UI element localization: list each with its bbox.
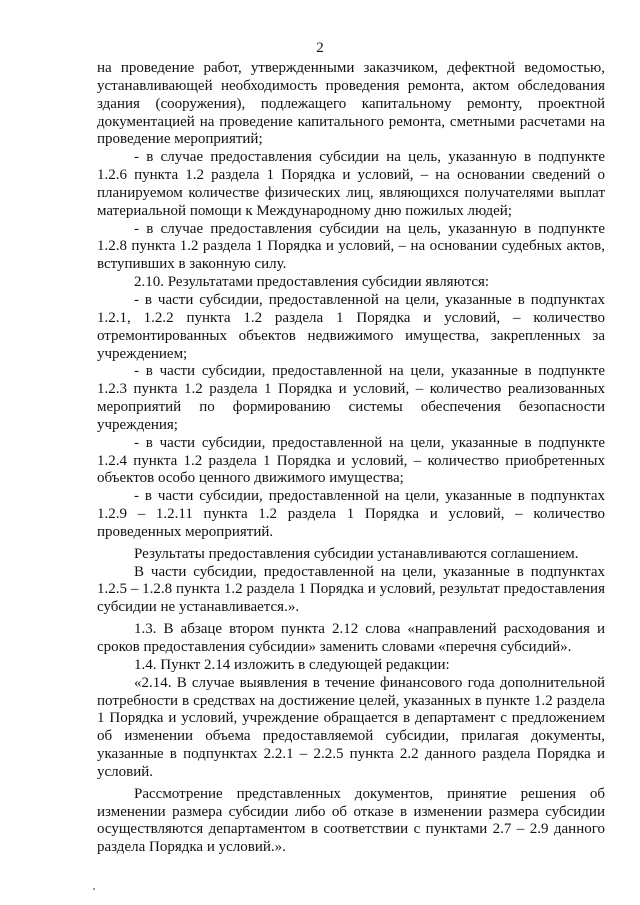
paragraph-7: - в части субсидии, предоставленной на цели, указанные в подпункте 1.2.4 пункта 1.2 раздела 1 Порядка и условий, – количество приобретенных объектов особо ценного движимого имущества; <box>97 434 605 487</box>
paragraph-8: - в части субсидии, предоставленной на цели, указанные в подпунктах 1.2.9 – 1.2.11 пункта 1.2 раздела 1 Порядка и условий, – количество проведенных мероприятий. <box>97 488 605 540</box>
paragraph-11: 1.3. В абзаце втором пункта 2.12 слова «направлений расходования и сроков предоставления субсидии» заменить словами «перечня субсидий». <box>97 621 605 655</box>
paragraph-12: 1.4. Пункт 2.14 изложить в следующей редакции: <box>134 656 450 673</box>
paragraph-4: 2.10. Результатами предоставления субсидии являются: <box>134 274 490 291</box>
paragraph-1: на проведение работ, утвержденными заказчиком, дефектной ведомостью, устанавливающей необходимость проведения ремонта, актом обследования здания (сооружения), подлежащего капитальному ремонту, проектной документацией на проведение капитального ремонта, сметными расчетами на проведение мероприятий; <box>97 60 605 148</box>
paragraph-5: - в части субсидии, предоставленной на цели, указанные в подпунктах 1.2.1, 1.2.2 пункта 1.2 раздела 1 Порядка и условий, – количество отремонтированных объектов недвижимого имущества, закрепленных за учреждением; <box>97 291 605 362</box>
paragraph-9: Результаты предоставления субсидии устанавливаются соглашением. <box>134 545 579 562</box>
scan-speck <box>93 888 95 890</box>
page-number: 2 <box>316 40 324 56</box>
paragraph-10: В части субсидии, предоставленной на цели, указанные в подпунктах 1.2.5 – 1.2.8 пункта 1.2 раздела 1 Порядка и условий, результат предоставления субсидии не устанавливается.». <box>97 563 605 616</box>
paragraph-3: - в случае предоставления субсидии на цель, указанную в подпункте 1.2.8 пункта 1.2 раздела 1 Порядка и условий, – на основании судебных актов, вступивших в законную силу. <box>97 220 605 273</box>
paragraph-6: - в части субсидии, предоставленной на цели, указанные в подпункте 1.2.3 пункта 1.2 раздела 1 Порядка и условий, – количество реализованных мероприятий по формированию системы обеспечения безопасности учреждения; <box>97 363 605 433</box>
paragraph-2: - в случае предоставления субсидии на цель, указанную в подпункте 1.2.6 пункта 1.2 раздела 1 Порядка и условий, – на основании сведений о планируемом количестве физических лиц, являющихся получателями выплат материальной помощи к Международному дню пожилых людей; <box>97 149 605 219</box>
paragraph-14: Рассмотрение представленных документов, принятие решения об изменении размера субсидии либо об отказе в изменении размера субсидии осуществляются департаментом в соответствии с пунктами 2.7 – 2.9 данного раздела Порядка и условий.». <box>97 785 605 856</box>
document-body <box>97 60 605 857</box>
paragraph-13: «2.14. В случае выявления в течение финансового года дополнительной потребности в средствах на достижение целей, указанных в пункте 1.2 раздела 1 Порядка и условий, учреждение обращается в департамент с предложением об изменении объема предоставляемой субсидии, прилагая документы, указанные в подпунктах 2.2.1 – 2.2.5 пункта 2.2 данного раздела Порядка и условий. <box>97 674 605 780</box>
